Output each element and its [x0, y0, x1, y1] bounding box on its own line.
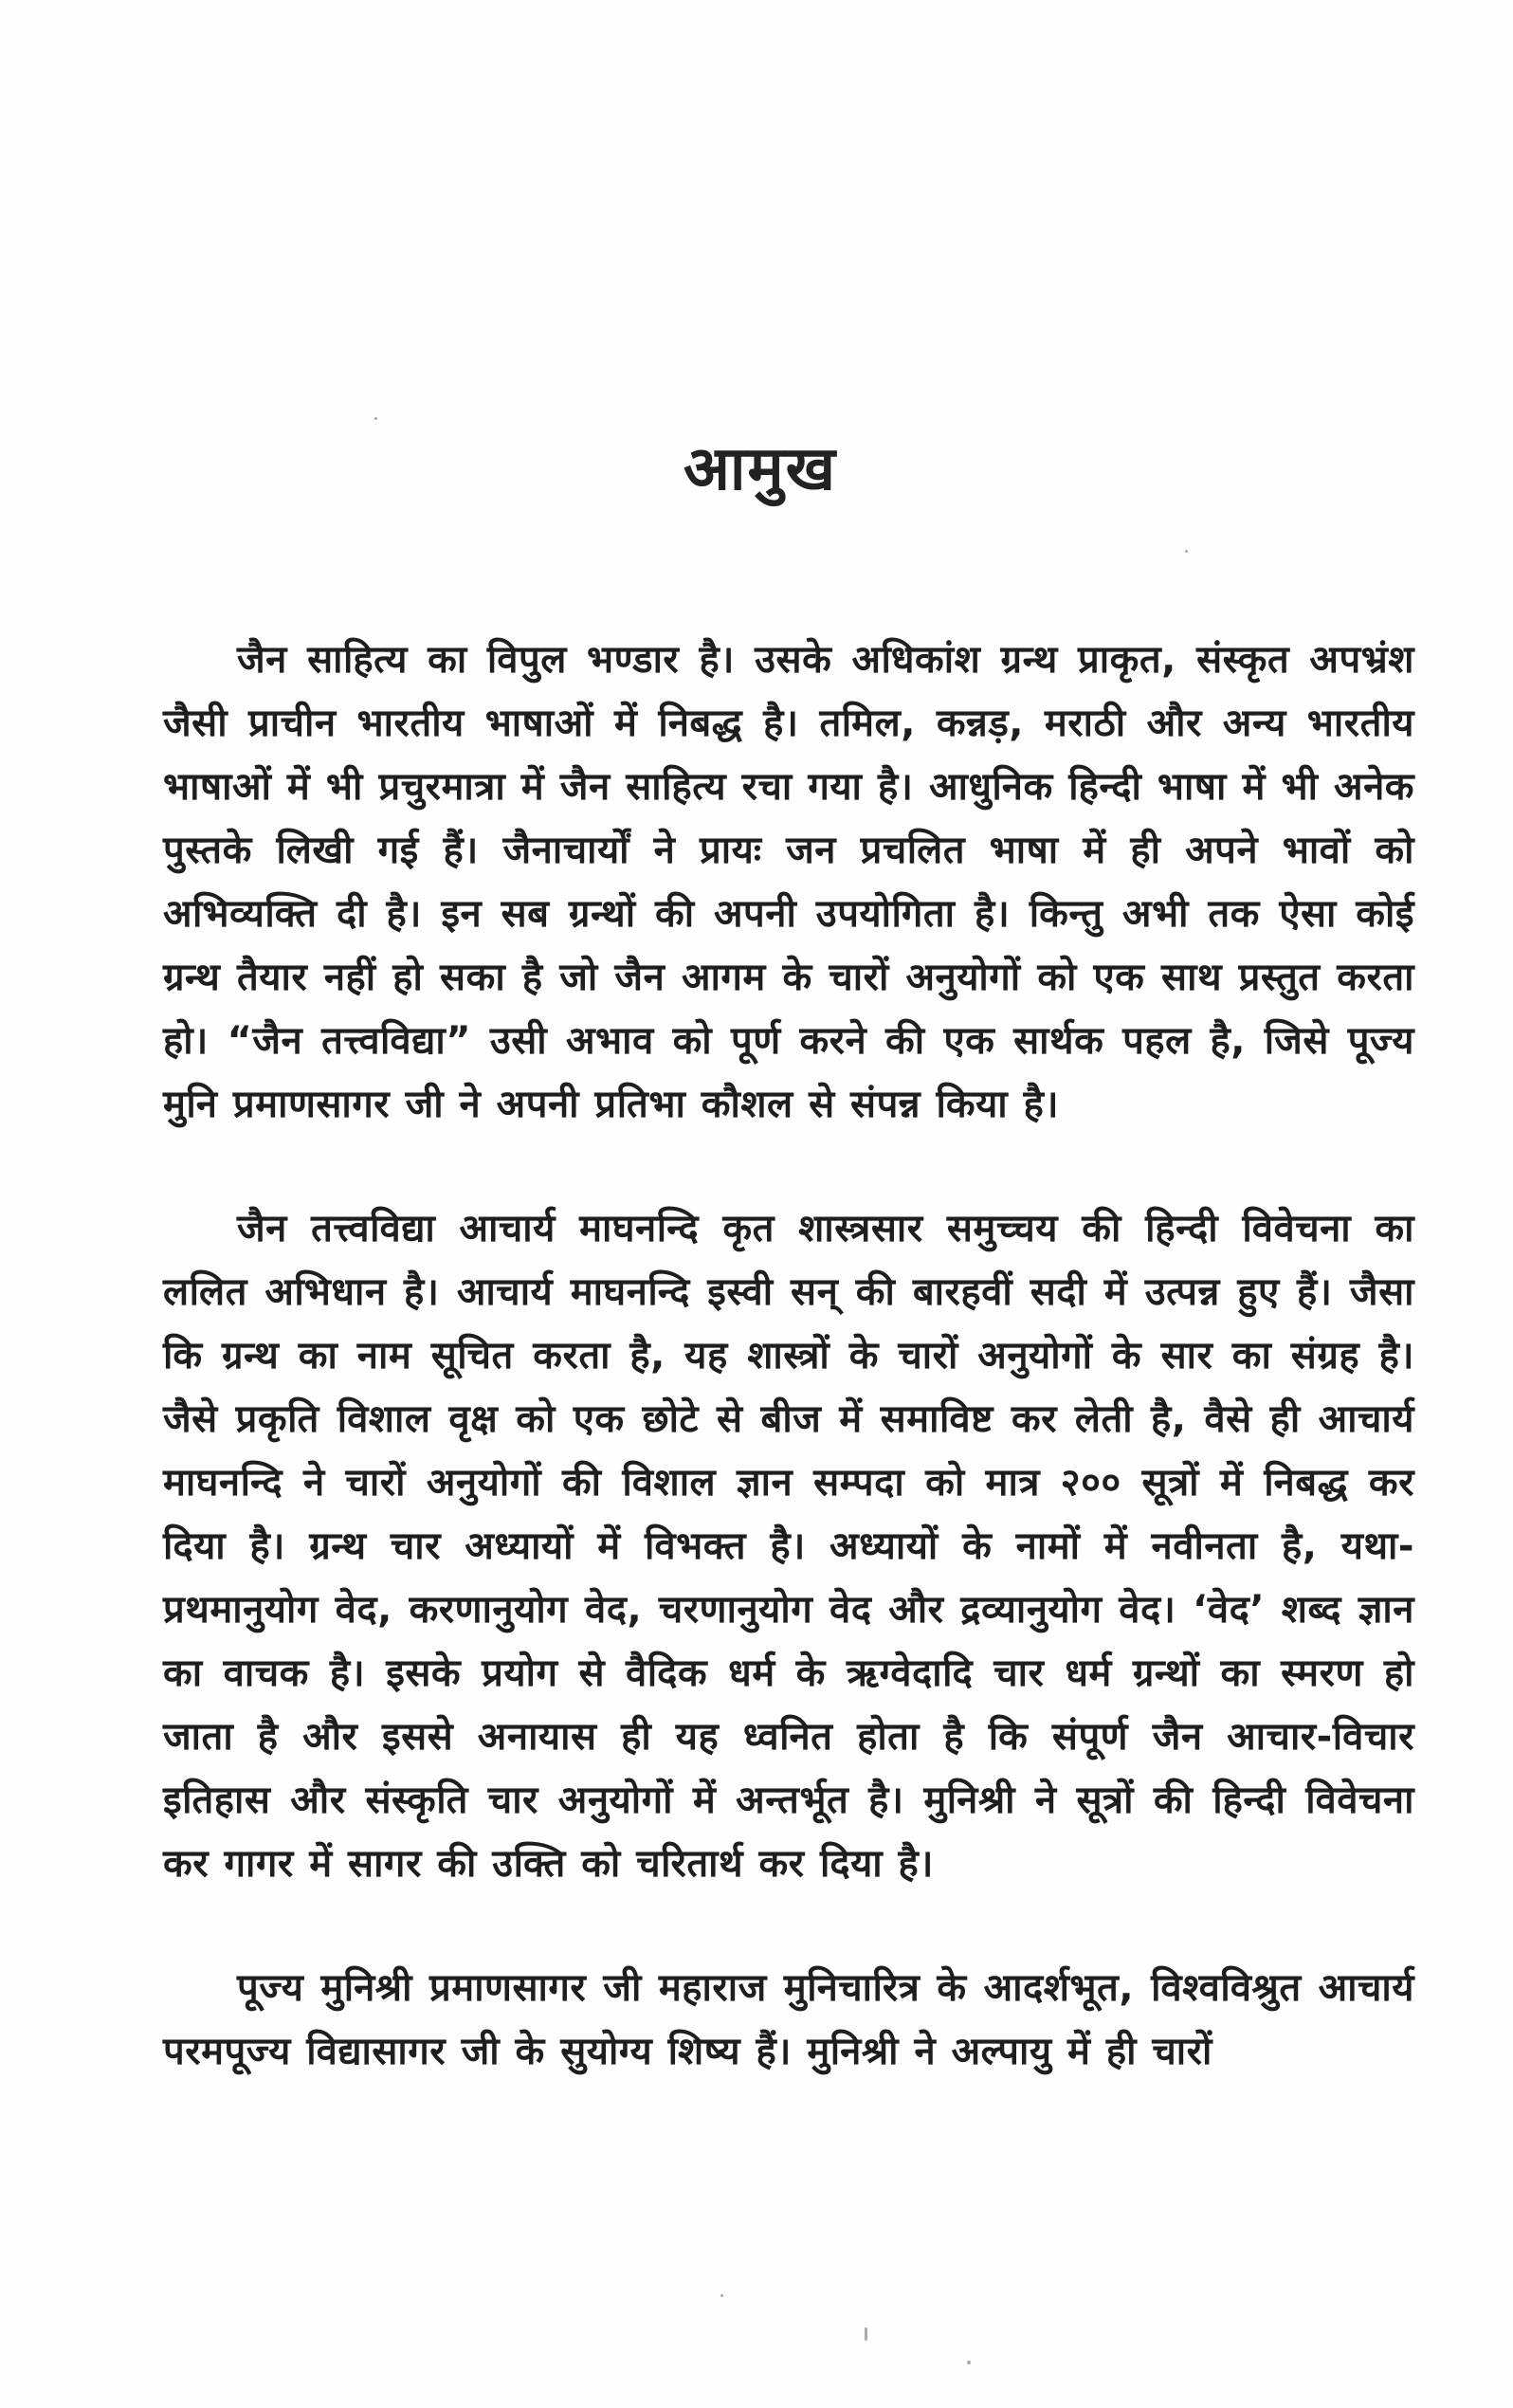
body-paragraph-1: जैन साहित्य का विपुल भण्डार है। उसके अधिकांश ग्रन्थ प्राकृत, संस्कृत अपभ्रंश जैसी प्राचीन भारतीय भाषाओं में निबद्ध है। तमिल, कन्नड़, मराठी और अन्य भारतीय भाषाओं में भी प्रचुरमात्रा में जैन साहित्य रचा गया है। आधुनिक हिन्दी भाषा में भी अनेक पुस्तके लिखी गई हैं। जैनाचार्यों ने प्रायः जन प्रचलित भाषा में ही अपने भावों को अभिव्यक्ति दी है। इन सब ग्रन्थों की अपनी उपयोगिता है। किन्तु अभी तक ऐसा कोई ग्रन्थ तैयार नहीं हो सका है जो जैन आगम के चारों अनुयोगों को एक साथ प्रस्तुत करता हो। “जैन तत्त्वविद्या” उसी अभाव को पूर्ण करने की एक सार्थक पहल है, जिसे पूज्य मुनि प्रमाणसागर जी ने अपनी प्रतिभा कौशल से संपन्न किया है। [163, 638, 1414, 1126]
scan-noise-speck [720, 2294, 723, 2297]
body-paragraph-2: जैन तत्त्वविद्या आचार्य माघनन्दि कृत शास्त्रसार समुच्चय की हिन्दी विवेचना का ललित अभिधान है। आचार्य माघनन्दि इस्वी सन् की बारहवीं सदी में उत्पन्न हुए हैं। जैसा कि ग्रन्थ का नाम सूचित करता है, यह शास्त्रों के चारों अनुयोगों के सार का संग्रह है। जैसे प्रकृति विशाल वृक्ष को एक छोटे से बीज में समाविष्ट कर लेती है, वैसे ही आचार्य माघनन्दि ने चारों अनुयोगों की विशाल ज्ञान सम्पदा को मात्र २०० सूत्रों में निबद्ध कर दिया है। ग्रन्थ चार अध्यायों में विभक्त है। अध्यायों के नामों में नवीनता है, यथा-प्रथमानुयोग वेद, करणानुयोग वेद, चरणानुयोग वेद और द्रव्यानुयोग वेद। ‘वेद’ शब्द ज्ञान का वाचक है। इसके प्रयोग से वैदिक धर्म के ऋग्वेदादि चार धर्म ग्रन्थों का स्मरण हो जाता है और इससे अनायास ही यह ध्वनित होता है कि संपूर्ण जैन आचार-विचार इतिहास और संस्कृति चार अनुयोगों में अन्तर्भूत है। मुनिश्री ने सूत्रों की हिन्दी विवेचना कर गागर में सागर की उक्ति को चरितार्थ कर दिया है। [163, 1207, 1414, 1886]
scan-noise-speck [967, 2361, 971, 2364]
page-body [163, 629, 1414, 2084]
scan-noise-speck [1185, 550, 1188, 553]
scan-noise-speck [865, 2327, 867, 2341]
body-paragraph-3: पूज्य मुनिश्री प्रमाणसागर जी महाराज मुनिचारित्र के आदर्शभूत, विश्वविश्रुत आचार्य परमपूज्य विद्यासागर जी के सुयोग्य शिष्य हैं। मुनिश्री ने अल्पायु में ही चारों [163, 1966, 1414, 2073]
page-title: आमुख [683, 434, 838, 504]
scan-noise-speck [374, 417, 377, 420]
